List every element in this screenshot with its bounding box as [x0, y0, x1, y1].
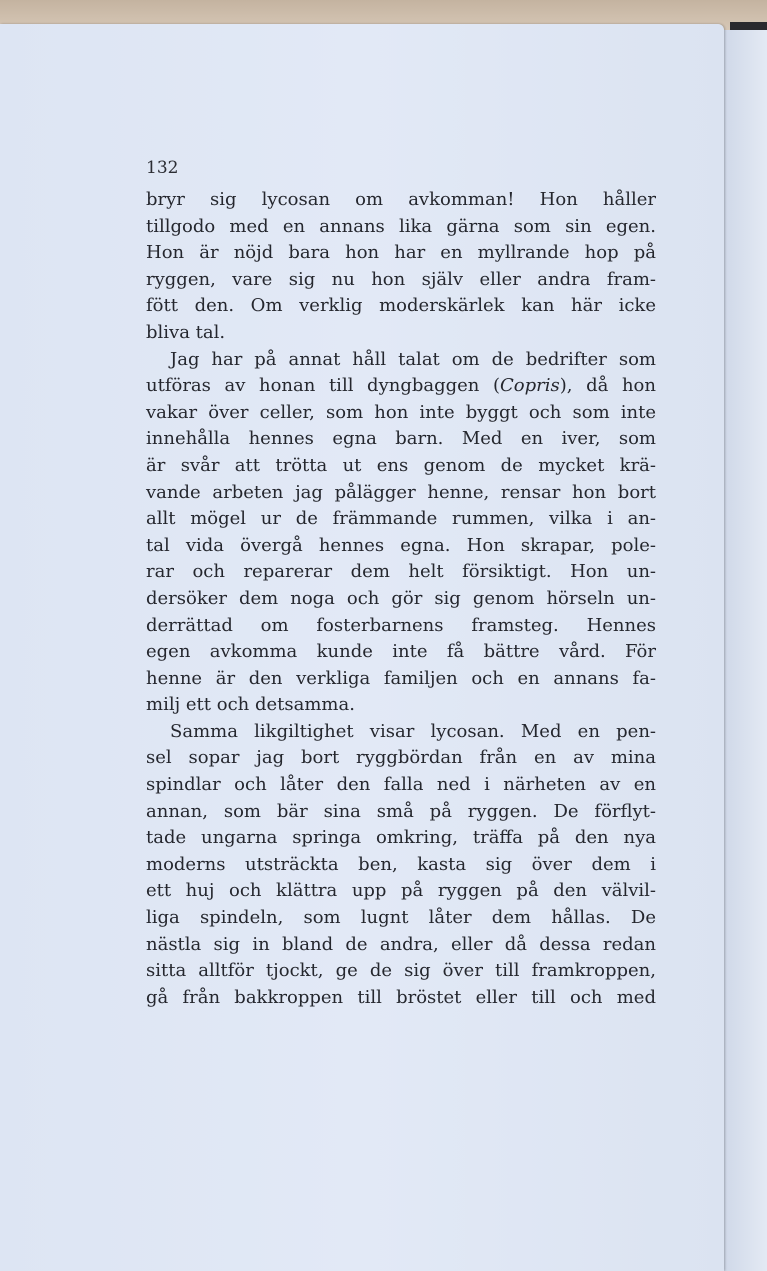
page-number: 132 [146, 158, 179, 178]
next-page-edge [722, 30, 767, 1271]
text-line: tade ungarna springa omkring, träffa på den nya [146, 827, 656, 849]
text-line: ett huj och klättra upp på ryggen på den välvil- [146, 880, 656, 902]
text-line: fött den. Om verklig moderskärlek kan här icke [146, 295, 656, 317]
text-fragment: utföras av honan till dyngbaggen ( [146, 375, 501, 397]
text-line: Samma likgiltighet visar lycosan. Med en pen- [170, 720, 656, 742]
text-line: derrättad om fosterbarnens framsteg. Hennes [146, 614, 656, 636]
text-line: henne är den verkliga familjen och en annans fa- [146, 667, 656, 689]
text-line: tal vida övergå hennes egna. Hon skrapar, pole- [146, 534, 656, 556]
text-line: ryggen, vare sig nu hon själv eller andra fram- [146, 268, 656, 290]
text-line: liga spindeln, som lugnt låter dem hållas. De [146, 907, 656, 929]
text-line: gå från bakkroppen till bröstet eller till och med [146, 986, 656, 1008]
text-line: nästla sig in bland de andra, eller då dessa redan [146, 933, 656, 955]
text-line: egen avkomma kunde inte få bättre vård. För [146, 641, 656, 663]
text-line: milj ett och detsamma. [146, 694, 355, 716]
text-line: bliva tal. [146, 321, 226, 343]
italic-term: Copris [500, 375, 560, 397]
text-line: tillgodo med en annans lika gärna som sin egen. [146, 215, 656, 237]
text-line: är svår att trötta ut ens genom de mycket krä- [146, 454, 656, 476]
text-line: sel sopar jag bort ryggbördan från en av mina [146, 747, 656, 769]
text-line: sitta alltför tjockt, ge de sig över till framkroppen, [146, 960, 656, 982]
text-line: spindlar och låter den falla ned i närheten av en [146, 774, 656, 796]
text-line: Jag har på annat håll talat om de bedrifter som [170, 348, 656, 370]
text-line: rar och reparerar dem helt försiktigt. Hon un- [146, 561, 656, 583]
text-line: allt mögel ur de främmande rummen, vilka i an- [146, 508, 656, 530]
text-line [146, 373, 656, 400]
text-line: innehålla hennes egna barn. Med en iver, som [146, 428, 656, 450]
text-line: dersöker dem noga och gör sig genom hörseln un- [146, 587, 656, 609]
text-line: moderns utsträckta ben, kasta sig över dem i [146, 853, 656, 875]
text-line: vande arbeten jag pålägger henne, rensar hon bort [146, 481, 656, 503]
text-line: Hon är nöjd bara hon har en myllrande hop på [146, 242, 656, 264]
text-fragment: ), då hon [559, 375, 656, 397]
text-line: vakar över celler, som hon inte byggt och som inte [146, 401, 656, 423]
text-line: bryr sig lycosan om avkomman! Hon håller [146, 189, 656, 210]
text-line: annan, som bär sina små på ryggen. De förflyt- [146, 800, 656, 822]
body-text [146, 187, 656, 1011]
